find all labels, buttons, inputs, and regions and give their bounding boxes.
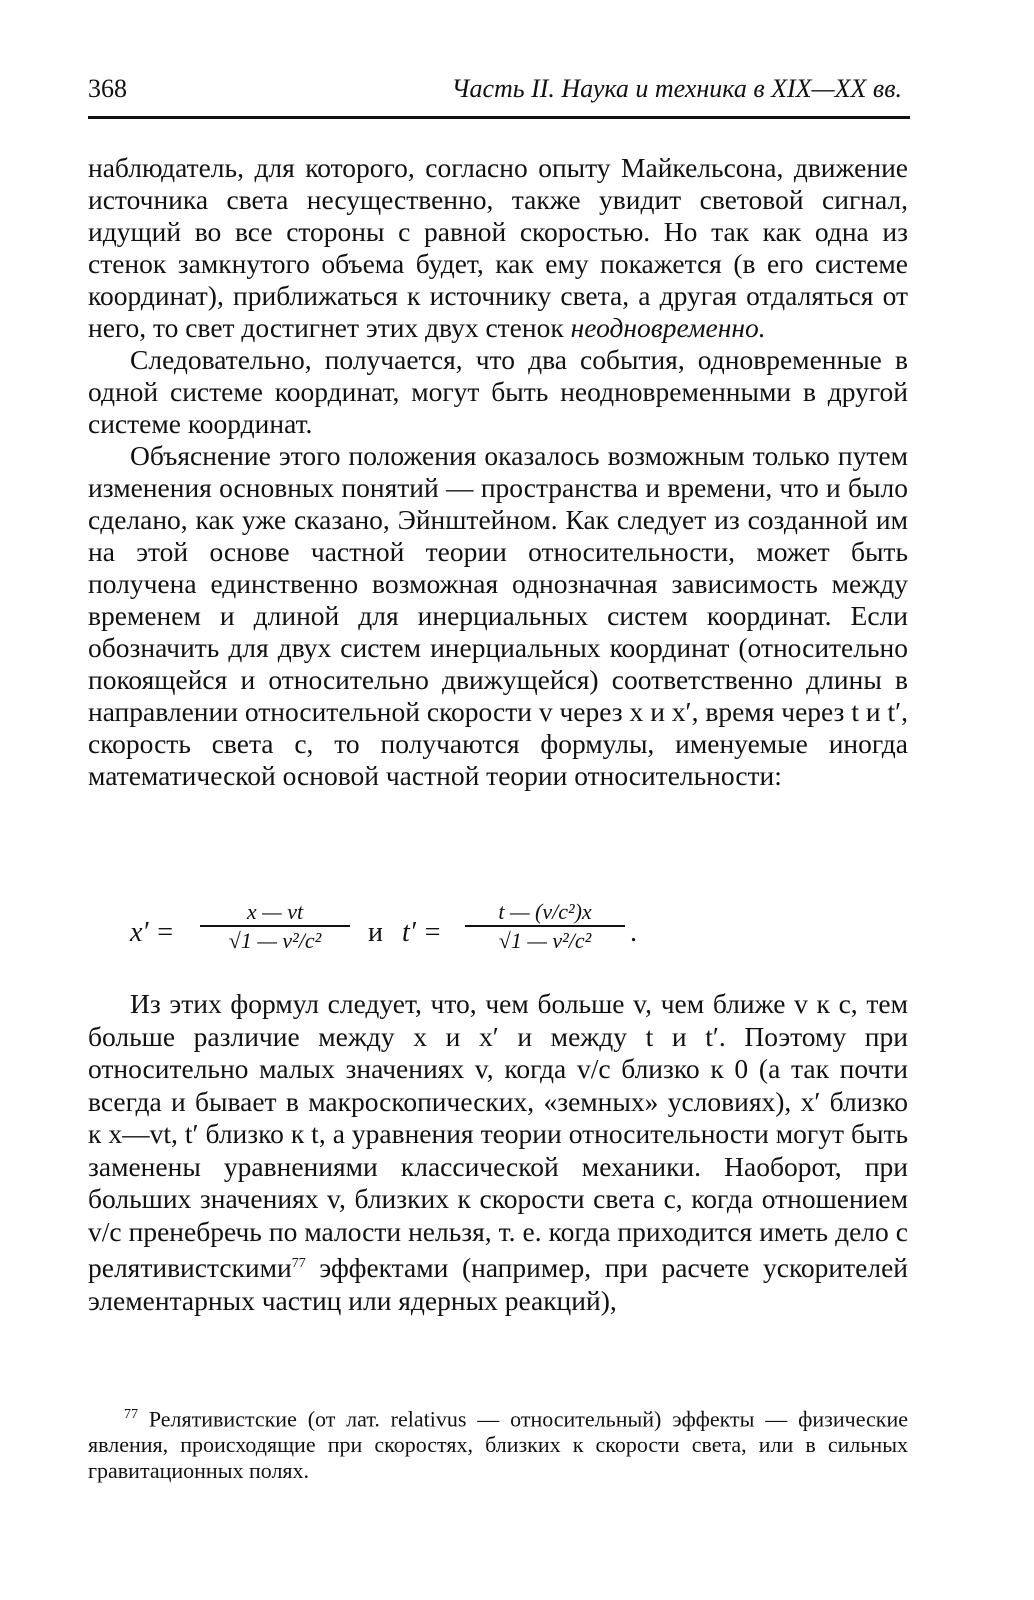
paragraph-continuation: наблюдатель, для которого, согласно опыту Майкельсона, движение источника света несущественно, также увидит световой сигнал, идущий во все стороны с равной скоростью. Но так как одна из стенок замкнутого объема будет, как ему покажется (в его системе координат), приближаться к источнику света, а другая отдаляться от него, то свет достигнет этих двух стенок неодновременно.	[88, 152, 908, 343]
lorentz-formula	[130, 895, 650, 975]
footnote-text: Релятивистские (от лат. relativus — относительный) эффекты — физические явления, происходящие при скоростях, близких к скорости света, или в сильных гравитационных полях.	[88, 1406, 908, 1484]
paragraph: Из этих формул следует, что, чем больше v, чем ближе v к c, тем больше различие между x и x′ и между t и t′. Поэтому при относительно малых значениях v, когда v/c близко к 0 (а так почти всегда и бывает в макроскопических, «земных» условиях), x′ близко к x—vt, t′ близко к t, а уравнения теории относительности могут быть заменены уравнениями классической механики. Наоборот, при больших значениях v, близких к скорости света c, когда отношением v/c пренебречь по малости нельзя, т. е. когда приходится иметь дело с релятивистскими$^{77}$ эффектами (например, при расчете ускорителей элементарных частиц или ядерных реакций),	[88, 988, 908, 1316]
main-text-bottom	[88, 988, 908, 1317]
formula-lhs-t: t′ =	[402, 917, 442, 948]
header-rule	[88, 116, 910, 119]
formula-denominator-t: √1 — v²/c²	[498, 928, 592, 953]
page-number: 368	[88, 74, 127, 103]
formula-and: и	[368, 917, 383, 948]
formula-numerator-x: x — vt	[246, 899, 304, 924]
formula-lhs-x: x′ =	[130, 917, 175, 948]
formula-denominator-x: √1 — v²/c²	[228, 928, 322, 953]
main-text-top	[88, 152, 908, 792]
paragraph: Объяснение этого положения оказалось возможным только путем изменения основных понятий — пространства и времени, что и было сделано, как уже сказано, Эйнштейном. Как следует из созданной им на этой основе частной теории относительности, может быть получена единственно возможная однозначная зависимость между временем и длиной для инерциальных систем координат. Если обозначить для двух систем инерциальных координат (относительно покоящейся и относительно движущейся) соответственно длины в направлении относительной скорости v через x и x′, время через t и t′, скорость света c, то получаются формулы, именуемые иногда математической основой частной теории относительности:	[88, 440, 908, 791]
running-header	[88, 74, 910, 114]
footnote	[88, 1402, 908, 1484]
formula-fraction-t	[465, 899, 625, 955]
formula-period: .	[630, 917, 637, 948]
formula-fraction-x	[200, 899, 350, 955]
formula-numerator-t: t — (v/c²)x	[498, 899, 592, 924]
footnote-mark: 77	[124, 1407, 138, 1422]
footnote-reference[interactable]: 77	[291, 1256, 306, 1271]
running-title: Часть II. Наука и техника в XIX—XX вв.	[451, 74, 902, 103]
emphasis-word: неодновременно.	[570, 312, 766, 343]
paragraph: Следовательно, получается, что два события, одновременные в одной системе координат, могут быть неодновременными в другой системе координат.	[88, 344, 908, 439]
